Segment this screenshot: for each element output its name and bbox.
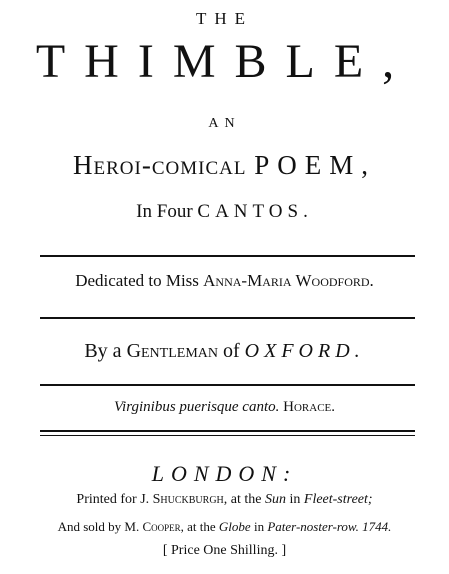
cantos-caps: CANTOS.: [197, 201, 313, 222]
subtitle: [0, 150, 449, 181]
title-the: THE: [195, 9, 254, 28]
sold-globe: Globe: [218, 519, 251, 534]
subtitle-poem: POEM,: [254, 150, 376, 180]
printed-at: at the: [230, 492, 262, 507]
author-line: [0, 340, 449, 363]
subtitle-prefix: Heroi-comical: [73, 150, 247, 180]
divider-double-rule-top: [40, 430, 415, 432]
printer-name: Shuckburgh,: [152, 492, 228, 507]
imprint-city: LONDON:: [151, 461, 298, 486]
sold-row: Pater-noster-row.: [267, 519, 359, 534]
sold-by-line: [0, 519, 449, 535]
epigraph-source: Horace.: [283, 399, 336, 415]
main-title: THIMBLE,: [35, 35, 414, 88]
printed-in: in: [289, 492, 301, 507]
price-line: [ Price One Shilling. ]: [162, 543, 287, 558]
epigraph-quote: Virginibus puerisque canto.: [113, 399, 280, 415]
cantos-line: [0, 201, 449, 223]
divider-rule: [40, 255, 415, 257]
sold-prefix: And sold by M.: [57, 519, 140, 534]
author-of: of: [223, 340, 240, 362]
printed-street: Fleet-street;: [303, 492, 373, 507]
divider-rule: [40, 384, 415, 386]
dedication-name: Anna-Maria Woodford.: [203, 271, 374, 290]
printed-prefix: Printed for J.: [76, 492, 150, 507]
title-an: AN: [208, 116, 241, 131]
cantos-prefix: In Four: [136, 201, 193, 222]
author-place: OXFORD.: [244, 340, 365, 362]
divider-rule: [40, 317, 415, 319]
divider-double-rule-bottom: [40, 435, 415, 436]
epigraph: [0, 399, 449, 416]
printed-sun: Sun: [265, 492, 286, 507]
sold-in: in: [253, 519, 265, 534]
dedication-line: [0, 271, 449, 291]
author-prefix: By a: [84, 340, 122, 362]
dedication-prefix: Dedicated to Miss: [75, 271, 199, 290]
sold-year: 1744.: [362, 519, 392, 534]
sold-at: at the: [187, 519, 216, 534]
printed-for-line: [0, 492, 449, 508]
seller-name: Cooper,: [142, 519, 184, 534]
author-gentleman: Gentleman: [126, 340, 218, 362]
